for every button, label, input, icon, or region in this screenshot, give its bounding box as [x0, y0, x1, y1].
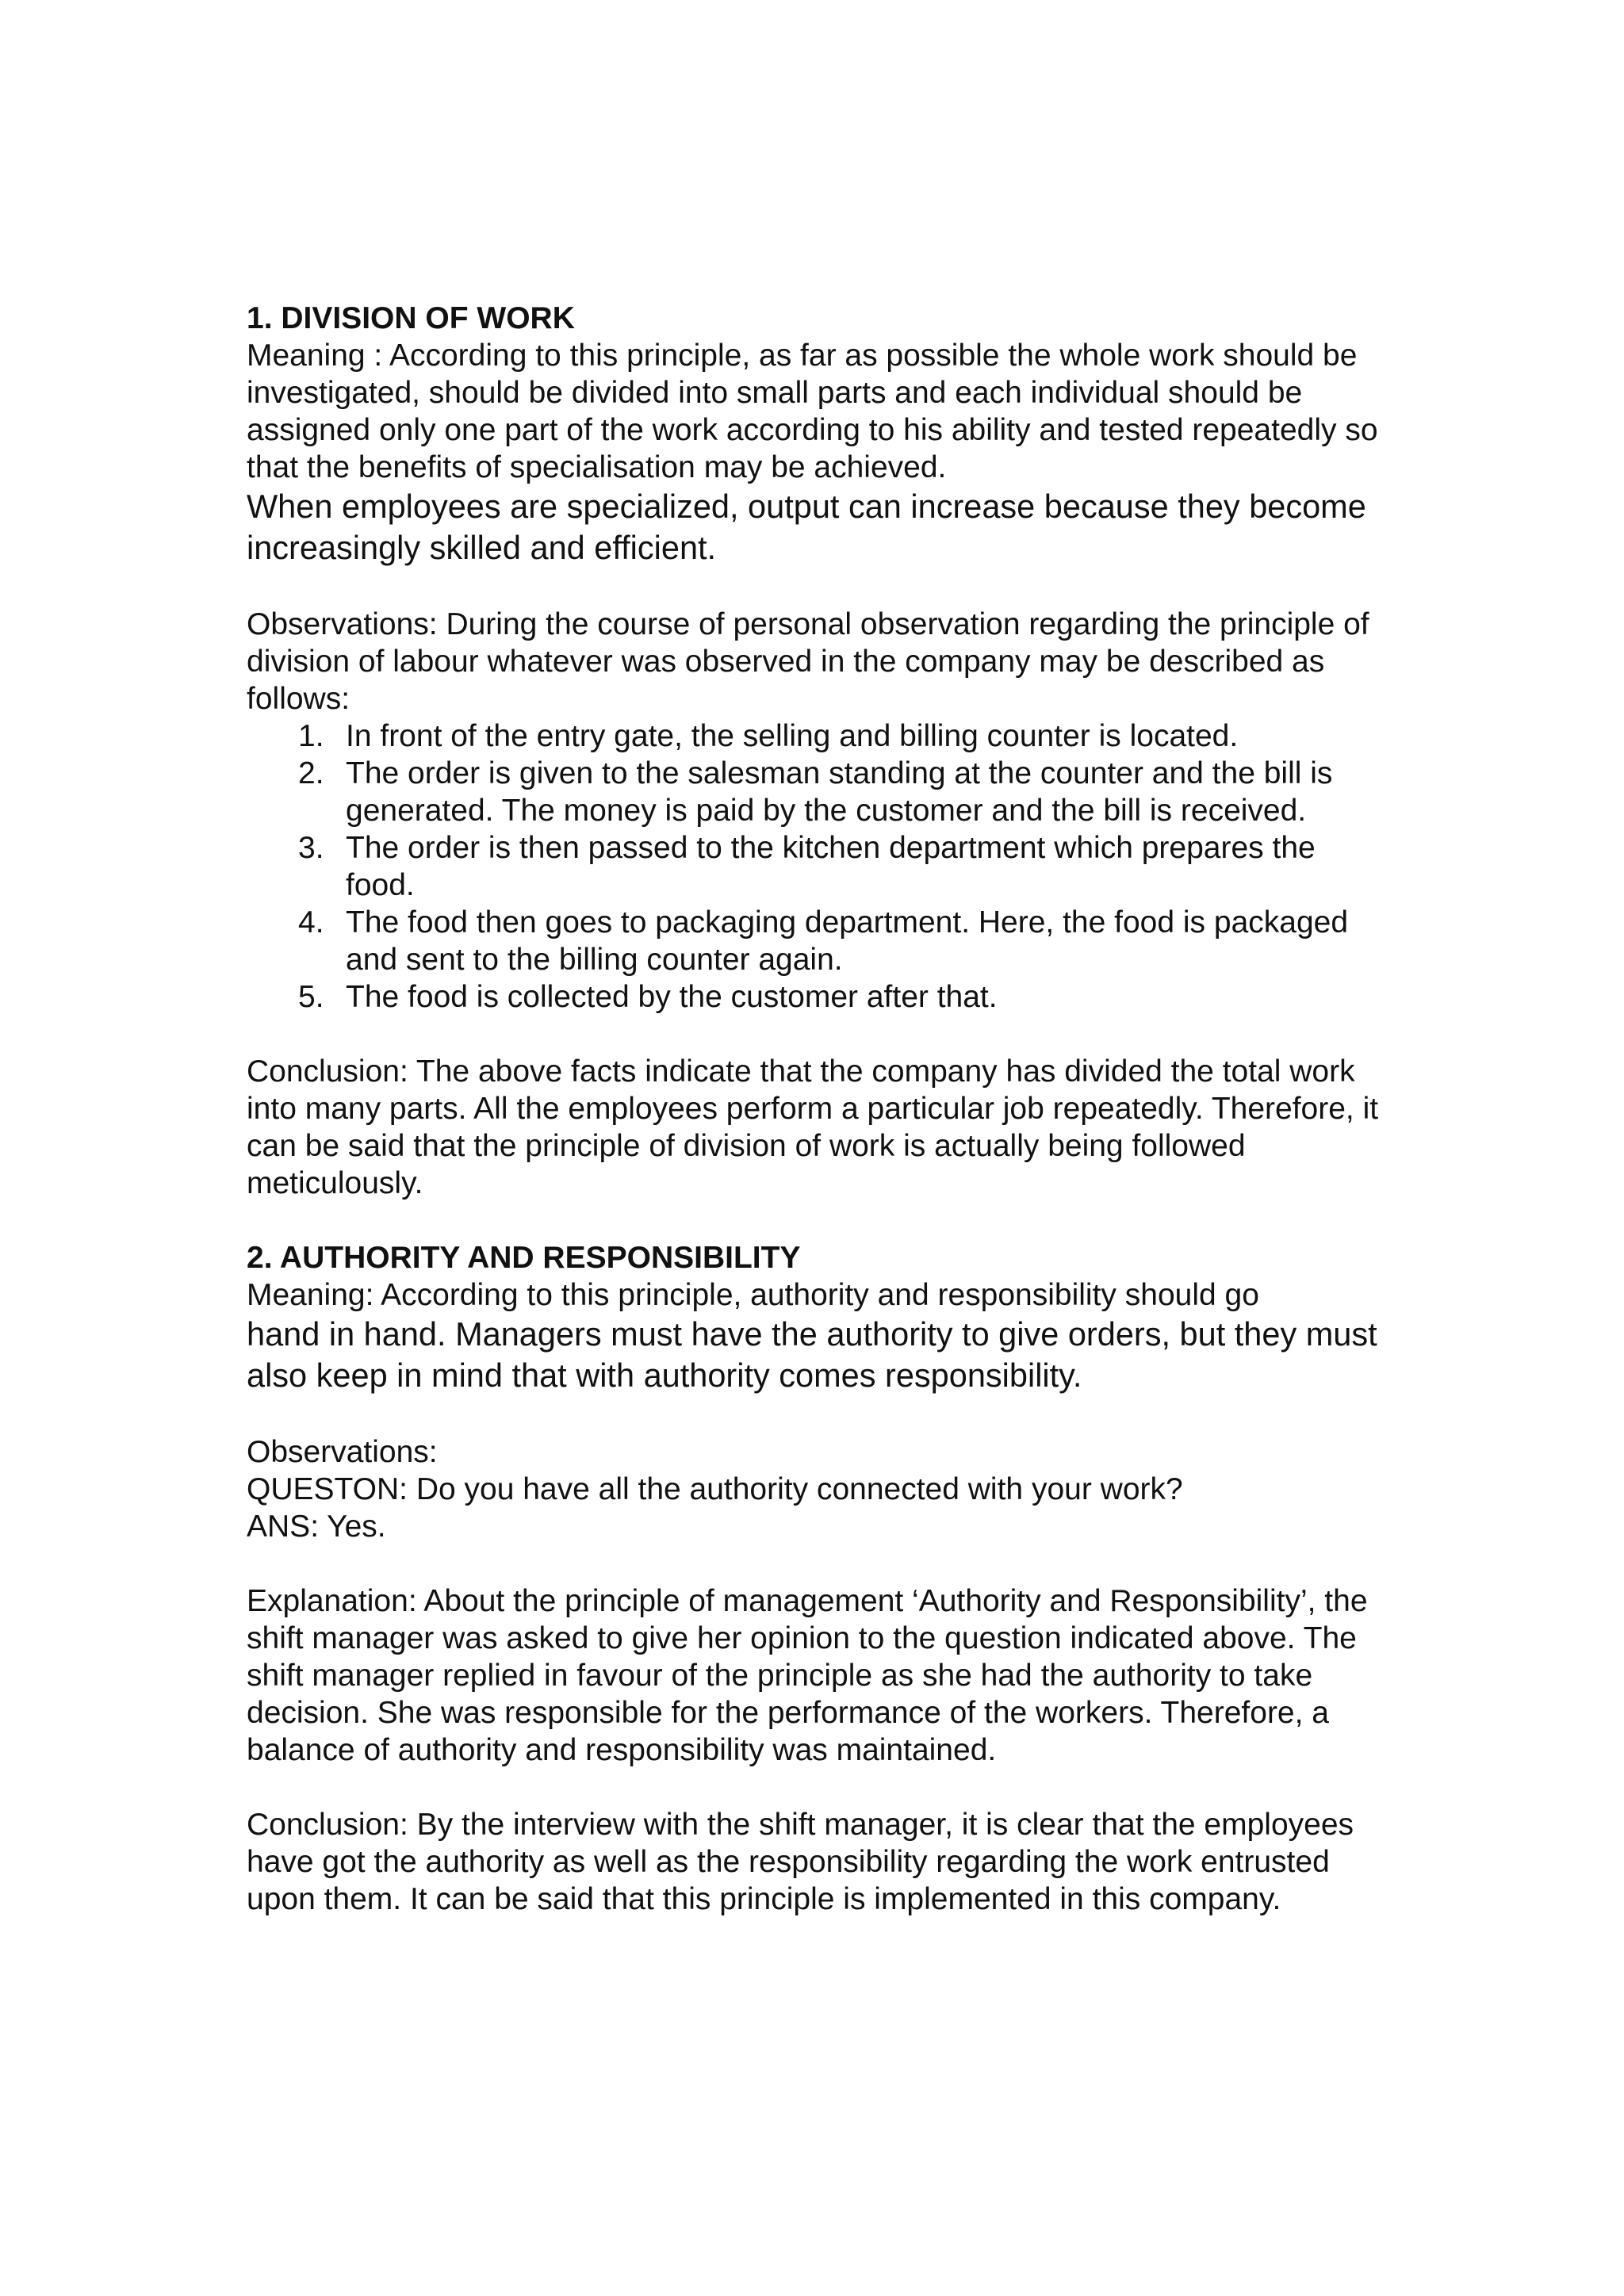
authority-explanation-text: Explanation: About the principle of management ‘Authority and Responsibility’, the shift manager was asked to give her opinion to the question indicated above. The shift manager replied in favour of the principle as she had the authority to take decision. She was responsible for the performance of the workers. Therefore, a balance of authority and responsibility was maintained.: [247, 1584, 1368, 1767]
section-heading-authority-responsibility: 2. AUTHORITY AND RESPONSIBILITY: [247, 1241, 801, 1275]
division-observations-intro: Observations: During the course of personal observation regarding the principle of division of labour whatever was observed in the company may be described as follows:: [247, 607, 1369, 716]
list-item-number: 2.: [298, 756, 324, 790]
division-meaning-text: Meaning : According to this principle, as far as possible the whole work should be investigated, should be divided into small parts and each individual should be assigned only one part of the work according to his ability and tested repeatedly so that the benefits of specialisation may be achieved.: [247, 339, 1378, 484]
list-item: [298, 829, 1388, 904]
observations-list: [247, 718, 1388, 1016]
authority-meaning-text: Meaning: According to this principle, authority and responsibility should go: [247, 1278, 1259, 1312]
list-item-number: 5.: [298, 980, 324, 1014]
paragraph-spacer: [247, 1769, 1388, 1806]
division-meaning-continued-text: When employees are specialized, output can increase because they become increasingly skilled and efficient.: [247, 488, 1366, 566]
list-item-number: 1.: [298, 719, 324, 753]
authority-meaning-continued-text: hand in hand. Managers must have the authority to give orders, but they must also keep in mind that with authority comes responsibility.: [247, 1315, 1377, 1394]
paragraph-spacer: [247, 1545, 1388, 1582]
list-item-text: In front of the entry gate, the selling and billing counter is located.: [346, 719, 1239, 753]
paragraph-spacer: [247, 1202, 1388, 1239]
paragraph-spacer: [247, 1016, 1388, 1053]
list-item-text: The food then goes to packaging department. Here, the food is packaged and sent to the billing counter again.: [346, 905, 1349, 977]
interview-question: QUESTON: Do you have all the authority connected with your work?: [247, 1472, 1183, 1506]
list-item-text: The food is collected by the customer after that.: [346, 980, 998, 1014]
document-body: [247, 300, 1388, 1918]
interview-answer: ANS: Yes.: [247, 1510, 386, 1544]
list-item-number: 4.: [298, 905, 324, 939]
list-item-number: 3.: [298, 831, 324, 865]
division-conclusion-text: Conclusion: The above facts indicate that the company has divided the total work into many parts. All the employees perform a particular job repeatedly. Therefore, it can be said that the principle of division of work is actually being followed meticulously.: [247, 1054, 1379, 1200]
section-heading-division-of-work: 1. DIVISION OF WORK: [247, 301, 575, 335]
list-item: [298, 718, 1388, 755]
list-item: [298, 755, 1388, 829]
list-item-text: The order is then passed to the kitchen department which prepares the food.: [346, 831, 1316, 902]
list-item-text: The order is given to the salesman standing at the counter and the bill is generated. The money is paid by the customer and the bill is received.: [346, 756, 1333, 828]
authority-conclusion-text: Conclusion: By the interview with the shift manager, it is clear that the employees have got the authority as well as the responsibility regarding the work entrusted upon them. It can be said that this principle is implemented in this company.: [247, 1808, 1354, 1916]
paragraph-spacer: [247, 568, 1388, 606]
list-item: [298, 904, 1388, 978]
authority-observations-label: Observations:: [247, 1435, 438, 1469]
paragraph-spacer: [247, 1396, 1388, 1433]
list-item: [298, 978, 1388, 1016]
